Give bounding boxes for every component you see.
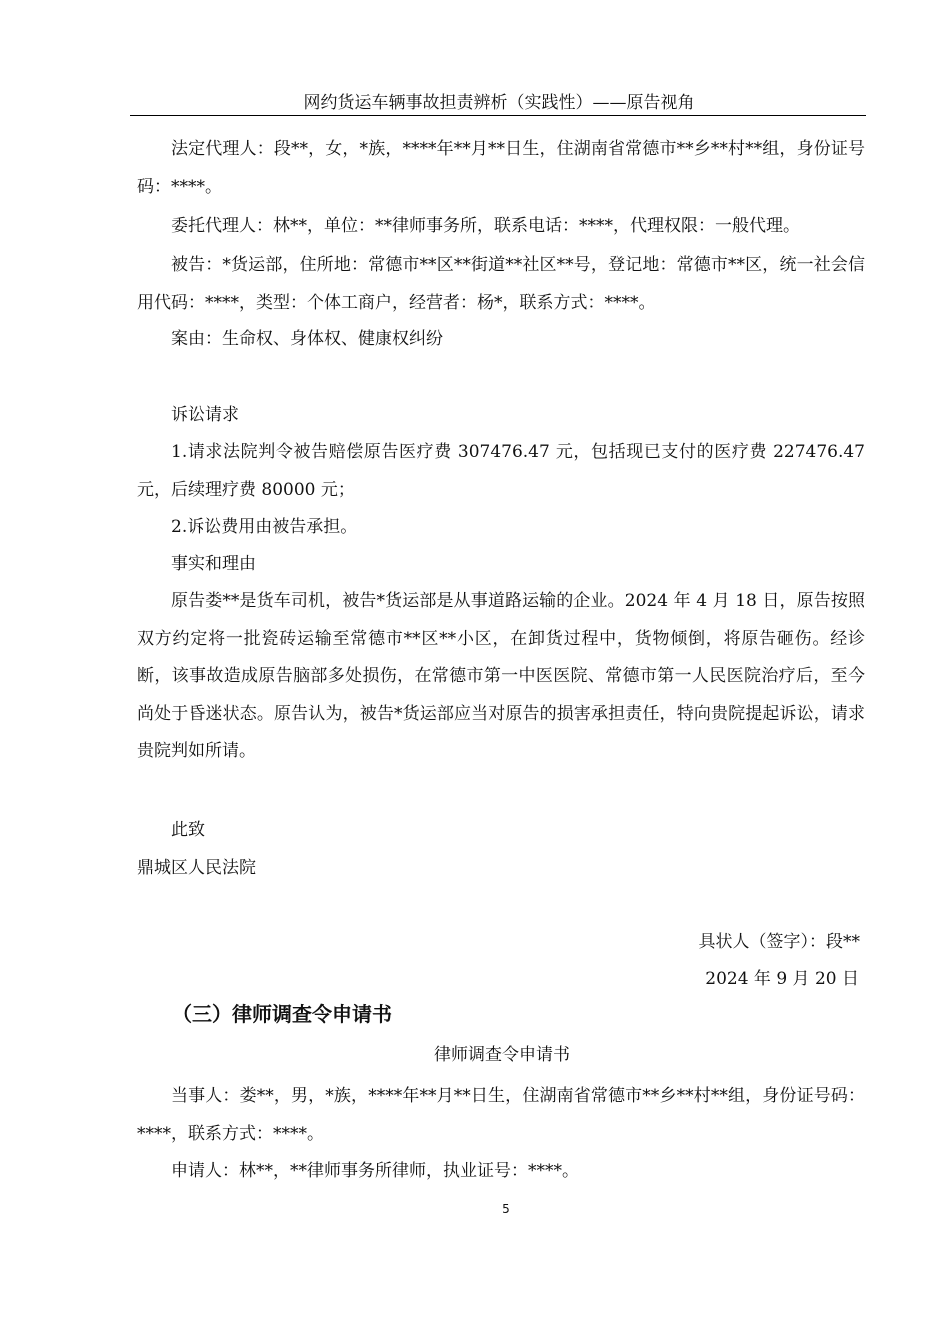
salutation: 此致 [171,820,205,840]
document-title: 律师调查令申请书 [434,1045,570,1065]
applicant-paragraph [137,1153,865,1191]
agent-text: 委托代理人：林**，单位：**律师事务所，联系电话：****，代理权限：一般代理。 [171,216,800,236]
page-number: 5 [502,1202,510,1216]
header-rule [130,115,866,116]
party-text: 当事人：娄**，男，*族，****年**月**日生，住湖南省常德市**乡**村**组，身份证号码：****，联系方式：****。 [137,1086,865,1144]
defendant-paragraph [137,247,865,322]
section-heading: （三）律师调查令申请书 [172,1002,392,1026]
claim-1-text: 1.请求法院判令被告赔偿原告医疗费 307476.47 元，包括现已支付的医疗费 227476.47 元，后续理疗费 80000 元； [137,442,865,500]
claim-2-text: 2.诉讼费用由被告承担。 [171,517,358,537]
claim-1-paragraph [137,434,865,509]
cause-text: 案由：生命权、身体权、健康权纠纷 [171,329,443,349]
facts-title-paragraph [137,546,865,584]
signer-line: 具状人（签字）：段** [698,932,860,952]
facts-text: 原告娄**是货车司机，被告*货运部是从事道路运输的企业。2024 年 4 月 18 日，原告按照双方约定将一批瓷砖运输至常德市**区**小区，在卸货过程中，货物倾倒，将原告砸伤。经诊断，该事故造成原告脑部多处损伤，在常德市第一中医医院、常德市第一人民医院治疗后，至今尚处于昏迷状态。原告认为，被告*货运部应当对原告的损害承担责任，特向贵院提起诉讼，请求贵院判如所请。 [137,591,865,761]
claims-title: 诉讼请求 [171,405,239,425]
legal-representative-text: 法定代理人：段**，女，*族，****年**月**日生，住湖南省常德市**乡**村**组，身份证号码：****。 [137,139,865,197]
cause-paragraph [137,321,865,359]
legal-representative-paragraph [137,131,865,206]
agent-paragraph [137,208,865,246]
date-line: 2024 年 9 月 20 日 [705,969,859,989]
party-paragraph [137,1078,865,1153]
facts-paragraph [137,583,865,771]
court-name: 鼎城区人民法院 [137,858,256,878]
claim-2-paragraph [137,509,865,547]
claims-title-paragraph [137,397,865,435]
running-header: 网约货运车辆事故担责辨析（实践性）——原告视角 [303,93,695,113]
facts-title: 事实和理由 [171,554,256,574]
applicant-text: 申请人：林**，**律师事务所律师，执业证号：****。 [171,1161,579,1181]
defendant-text: 被告：*货运部，住所地：常德市**区**街道**社区**号，登记地：常德市**区，统一社会信用代码：****，类型：个体工商户，经营者：杨*，联系方式：****。 [137,255,865,313]
